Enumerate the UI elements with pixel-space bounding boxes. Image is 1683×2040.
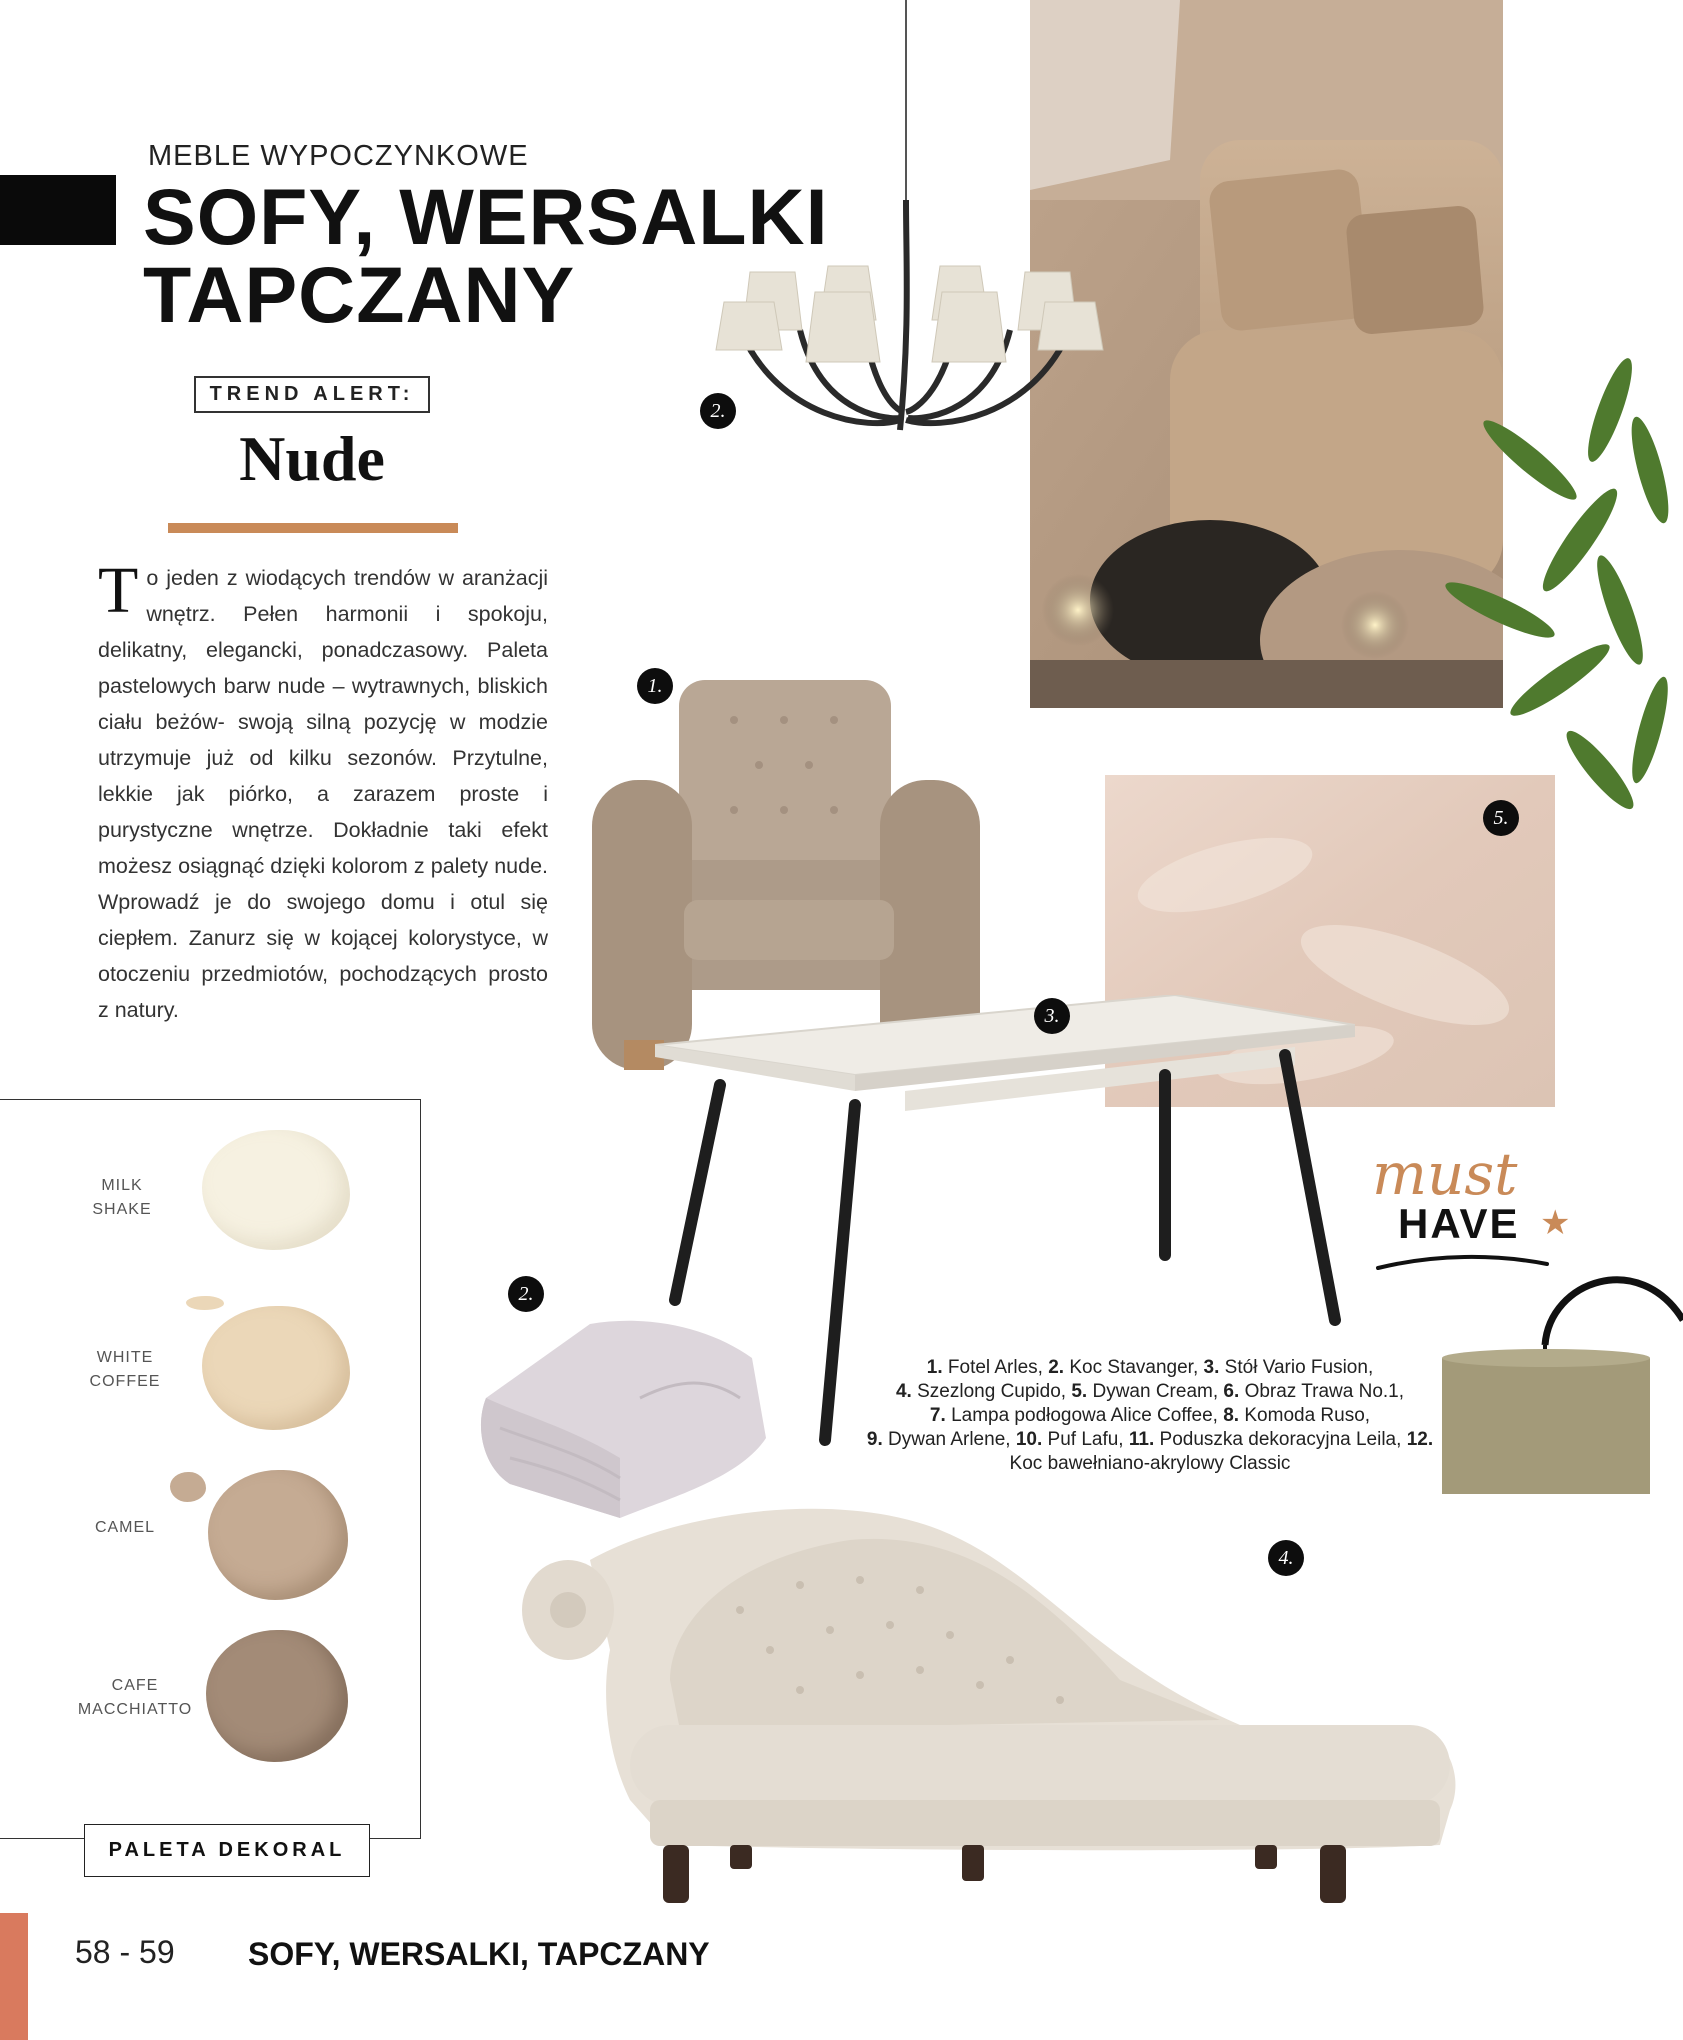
intro-body: o jeden z wiodących trendów w aranżacji wnętrz. Pełen harmonii i spokoju, delikatny, elegancki, ponadczasowy. Paleta pastelowych barw nude – wytrawnych, bliskich ciału beżów- swoją silną pozycję w modzie utrzymuje już od kilku sezonów. Przytulne, lekkie jak piórko, a zarazem proste i purystyczne wnętrze. Dokładnie taki efekt możesz osiągnąć dzięki kolorom z palety nude. Wprowadź je do swojego domu i otul się ciepłem. Zanurz się w kojącej kolorystyce, w otoczeniu przedmiotów, pochodzących prosto z natury. (98, 566, 548, 1022)
badge-rug: 5. (1483, 800, 1519, 836)
chandelier-illustration (710, 0, 1110, 445)
product-item: 2. Koc Stavanger, (1048, 1357, 1199, 1378)
header-black-bar (0, 175, 116, 245)
swatch-milk-shake (202, 1130, 350, 1250)
copper-divider (168, 523, 458, 533)
product-item: 11. Poduszka dekoracyjna Leila, (1128, 1429, 1402, 1450)
intro-text (98, 554, 548, 1028)
footer-title: SOFY, WERSALKI, TAPCZANY (248, 1936, 710, 1972)
must-have-script: must (1372, 1140, 1518, 1208)
badge-chandelier: 2. (700, 393, 736, 429)
badge-chaise: 4. (1268, 1540, 1304, 1576)
must-have-star-icon: ★ (1540, 1204, 1571, 1242)
badge-armchair: 1. (637, 668, 673, 704)
product-item: 12. Koc bawełniano-akrylowy Classic (1009, 1429, 1434, 1474)
product-item: 10. Puf Lafu, (1015, 1429, 1124, 1450)
badge-table: 3. (1034, 998, 1070, 1034)
swatch-white-coffee-drop (186, 1296, 224, 1310)
swatch-label-camel: CAMEL (94, 1519, 156, 1536)
swatch-label-milk-shake: MILK SHAKE (92, 1177, 152, 1218)
footer-accent-tab (0, 1913, 28, 2040)
floor-lamp-illustration (1440, 1260, 1683, 1500)
swatch-label-cafe-macchiatto: CAFE MACCHIATTO (77, 1677, 193, 1718)
swatch-camel-drop (170, 1472, 206, 1502)
product-item: 5. Dywan Cream, (1071, 1381, 1219, 1402)
product-item: 7. Lampa podłogowa Alice Coffee, (929, 1405, 1218, 1426)
swatch-cafe-macchiatto (206, 1630, 348, 1762)
chaise-longue-illustration (520, 1500, 1464, 1910)
swatch-label-white-coffee: WHITE COFFEE (89, 1349, 161, 1390)
dropcap: T (98, 554, 139, 627)
title-line-1: SOFY, WERSALKI (143, 172, 829, 261)
product-item: 3. Stół Vario Fusion, (1203, 1357, 1374, 1378)
trend-word: Nude (239, 423, 385, 494)
product-item: 4. Szezlong Cupido, (895, 1381, 1067, 1402)
product-item: 6. Obraz Trawa No.1, (1223, 1381, 1405, 1402)
blanket-illustration (470, 1318, 770, 1523)
swatch-camel (208, 1470, 348, 1600)
category-label: MEBLE WYPOCZYNKOWE (148, 140, 529, 172)
product-list (860, 1356, 1440, 1476)
product-item: 8. Komoda Ruso, (1223, 1405, 1371, 1426)
swatch-white-coffee (202, 1306, 350, 1430)
product-item: 9. Dywan Arlene, (866, 1429, 1011, 1450)
page-numbers: 58 - 59 (75, 1934, 175, 1970)
trend-alert-box: TREND ALERT: (194, 376, 430, 413)
must-have-bold: HAVE (1398, 1200, 1520, 1247)
product-item: 1. Fotel Arles, (926, 1357, 1043, 1378)
badge-blanket: 2. (508, 1276, 544, 1312)
title-line-2: TAPCZANY (143, 250, 576, 339)
palette-tag: PALETA DEKORAL (84, 1824, 370, 1877)
